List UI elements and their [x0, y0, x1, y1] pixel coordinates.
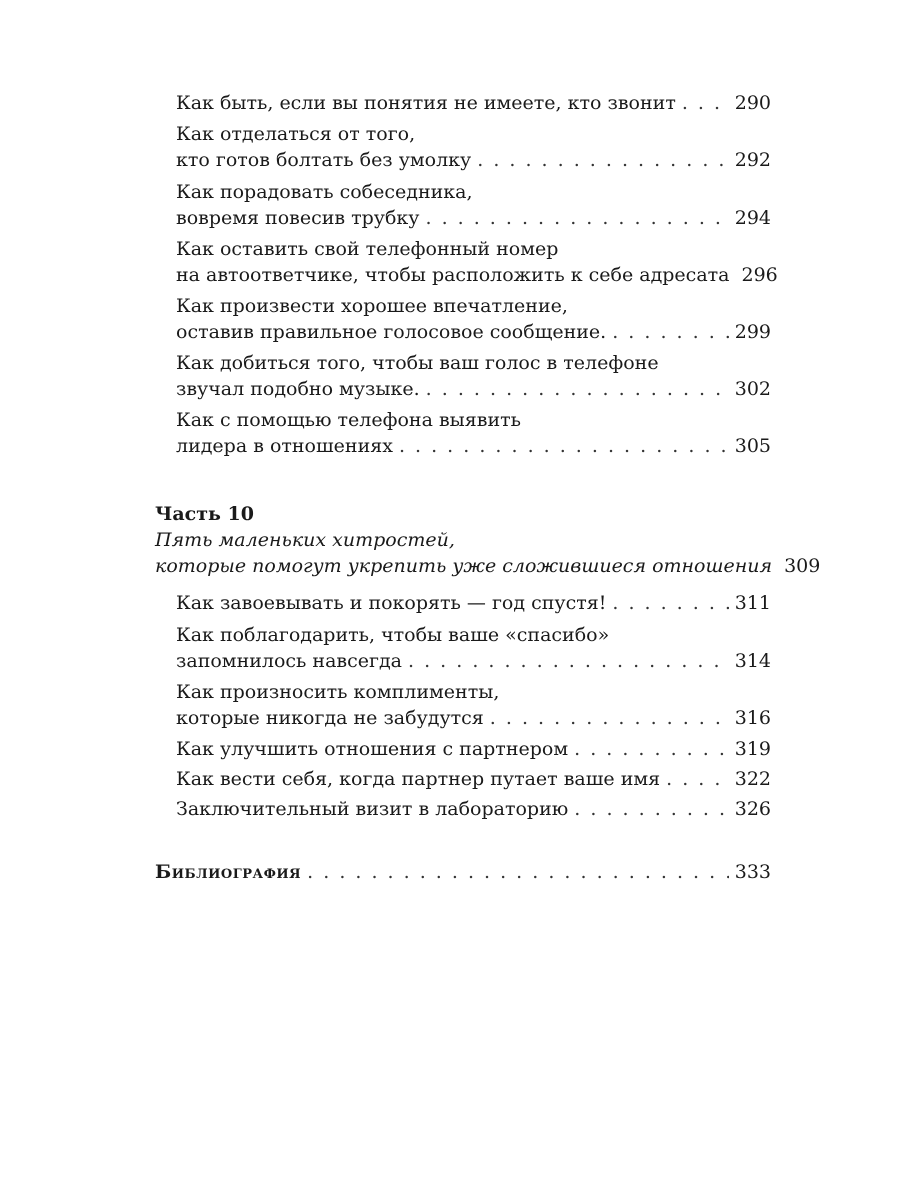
toc-entry: [176, 91, 771, 115]
toc-entry-title: которые никогда не забудутся: [176, 707, 484, 729]
toc-entry-title-line: Как оставить свой телефонный номер: [176, 238, 559, 260]
dot-leader: [307, 860, 729, 884]
toc-entry-page: 292: [734, 149, 771, 171]
toc-entry-page: 316: [734, 707, 771, 729]
dot-leader: [408, 649, 729, 673]
toc-entry: [176, 263, 778, 287]
dot-leader: [426, 377, 729, 401]
toc-entry-title: Как завоевывать и покорять — год спустя!: [176, 592, 607, 614]
toc-entry-title: кто готов болтать без умолку: [176, 149, 472, 171]
part-entry: [155, 554, 821, 578]
toc-entry-title-line: Как порадовать собеседника,: [176, 181, 473, 203]
toc-entry-page: 319: [734, 738, 771, 760]
toc-entry: [176, 767, 771, 791]
toc-entry: [176, 737, 771, 761]
toc-entry: [176, 377, 771, 401]
toc-entry-title: Заключительный визит в лабораторию: [176, 798, 569, 820]
dot-leader: [399, 434, 729, 458]
bibliography-page: 333: [734, 861, 771, 883]
toc-entry-title: звучал подобно музыке.: [176, 378, 420, 400]
dot-leader: [574, 737, 729, 761]
toc-entry-title-line: Как произвести хорошее впечатление,: [176, 295, 568, 317]
dot-leader: [425, 206, 728, 230]
part-title-line: Пять маленьких хитростей,: [155, 529, 455, 551]
bibliography-entry: [155, 860, 771, 884]
bibliography-title: Библиография: [155, 861, 302, 883]
toc-entry-title: запомнилось навсегда: [176, 650, 402, 672]
toc-entry-title: вовремя повесив трубку: [176, 207, 420, 229]
toc-entry-page: 294: [734, 207, 771, 229]
toc-entry-title: Как быть, если вы понятия не имеете, кто звонит: [176, 92, 676, 114]
toc-entry-page: 296: [741, 264, 778, 286]
dot-leader: [477, 148, 729, 172]
toc-entry-title-line: Как добиться того, чтобы ваш голос в телефоне: [176, 352, 659, 374]
part-title: которые помогут укрепить уже сложившиеся отношения: [155, 555, 773, 577]
toc-entry: [176, 206, 771, 230]
toc-entry-page: 314: [734, 650, 771, 672]
dot-leader: [574, 797, 728, 821]
toc-entry: [176, 797, 771, 821]
toc-entry-page: 299: [734, 321, 771, 343]
toc-entry-page: 302: [734, 378, 771, 400]
toc-entry-page: 290: [734, 92, 771, 114]
toc-entry: [176, 320, 771, 344]
dot-leader: [612, 591, 728, 615]
dot-leader: [682, 91, 729, 115]
toc-entry-title-line: Как произносить комплименты,: [176, 681, 500, 703]
toc-entry: [176, 706, 771, 730]
dot-leader: [666, 767, 729, 791]
toc-entry: [176, 434, 771, 458]
toc-entry-page: 326: [734, 798, 771, 820]
toc-entry-title: на автоответчике, чтобы расположить к себе адресата: [176, 264, 730, 286]
part-heading: Часть 10: [155, 503, 254, 525]
toc-entry-title-line: Как отделаться от того,: [176, 123, 416, 145]
toc-entry-title-line: Как с помощью телефона выявить: [176, 409, 521, 431]
part-page: 309: [784, 555, 821, 577]
toc-entry: [176, 649, 771, 673]
toc-entry-page: 305: [734, 435, 771, 457]
toc-entry-title: Как вести себя, когда партнер путает ваше имя: [176, 768, 661, 790]
toc-entry-title: лидера в отношениях: [176, 435, 393, 457]
toc-entry-page: 322: [734, 768, 771, 790]
toc-entry-title: Как улучшить отношения с партнером: [176, 738, 569, 760]
dot-leader: [490, 706, 729, 730]
toc-entry-title: оставив правильное голосовое сообщение.: [176, 321, 607, 343]
dot-leader: [612, 320, 729, 344]
toc-entry-page: 311: [734, 592, 771, 614]
toc-entry: [176, 148, 771, 172]
toc-entry: [176, 591, 771, 615]
toc-entry-title-line: Как поблагодарить, чтобы ваше «спасибо»: [176, 624, 610, 646]
